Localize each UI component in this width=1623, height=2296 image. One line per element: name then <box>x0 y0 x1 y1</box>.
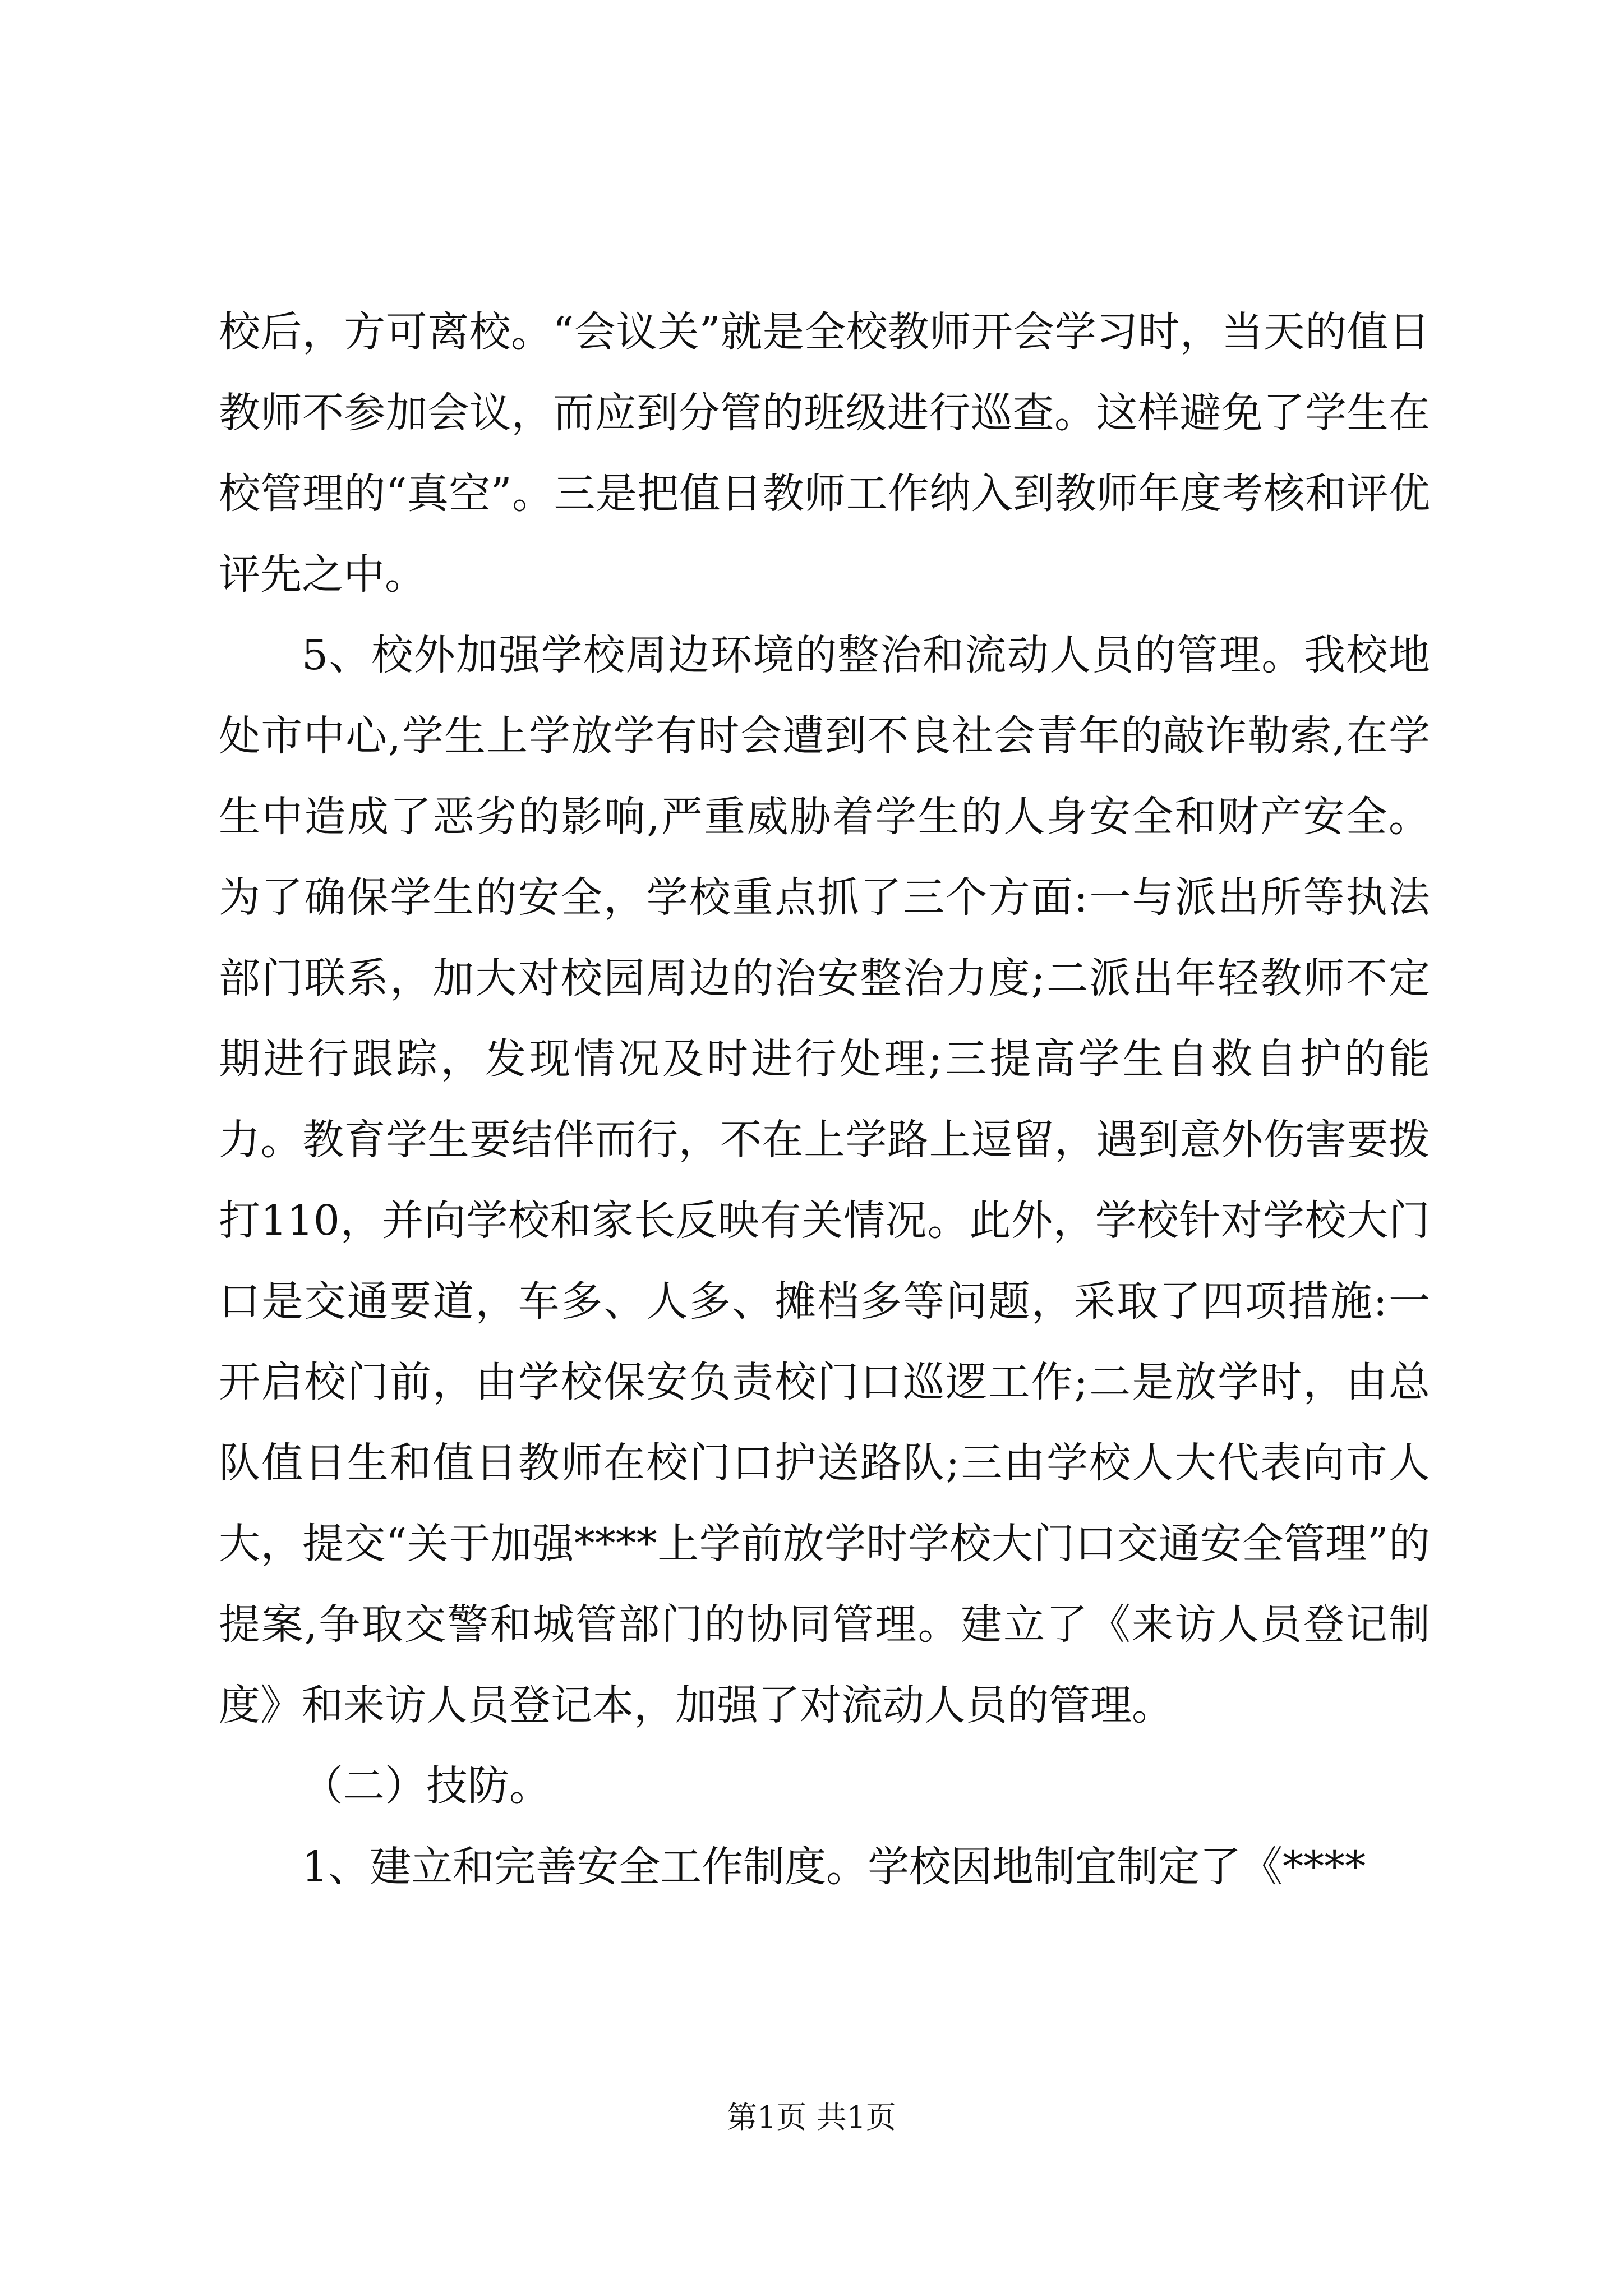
paragraph-continuation: 校后，方可离校。“会议关”就是全校教师开会学习时，当天的值日教师不参加会议，而应到分管的班级进行巡查。这样避免了学生在校管理的“真空”。三是把值日教师工作纳入到教师年度考核和评优评先之中。 <box>219 308 1430 599</box>
section-heading-tech-defense: （二）技防。 <box>302 1762 551 1810</box>
paragraph-item-5: 5、校外加强学校周边环境的整治和流动人员的管理。我校地处市中心,学生上学放学有时会遭到不良社会青年的敲诈勒索,在学生中造成了恶劣的影响,严重威胁着学生的人身安全和财产安全。为了确保学生的安全，学校重点抓了三个方面:一与派出所等执法部门联系，加大对校园周边的治安整治力度;二派出年轻教师不定期进行跟踪，发现情况及时进行处理;三提高学生自救自护的能力。教育学生要结伴而行，不在上学路上逗留，遇到意外伤害要拨打110，并向学校和家长反映有关情况。此外，学校针对学校大门口是交通要道，车多、人多、摊档多等问题，采取了四项措施:一开启校门前，由学校保安负责校门口巡逻工作;二是放学时，由总队值日生和值日教师在校门口护送路队;三由学校人大代表向市人大，提交“关于加强****上学前放学时学校大门口交通安全管理”的提案,争取交警和城管部门的协同管理。建立了《来访人员登记制度》和来访人员登记本，加强了对流动人员的管理。 <box>219 631 1430 1729</box>
document-body <box>219 292 1430 1907</box>
paragraph-item-1: 1、建立和完善安全工作制度。学校因地制宜制定了《**** <box>302 1843 1366 1891</box>
page-footer: 第1页 共1页 <box>727 2100 896 2135</box>
